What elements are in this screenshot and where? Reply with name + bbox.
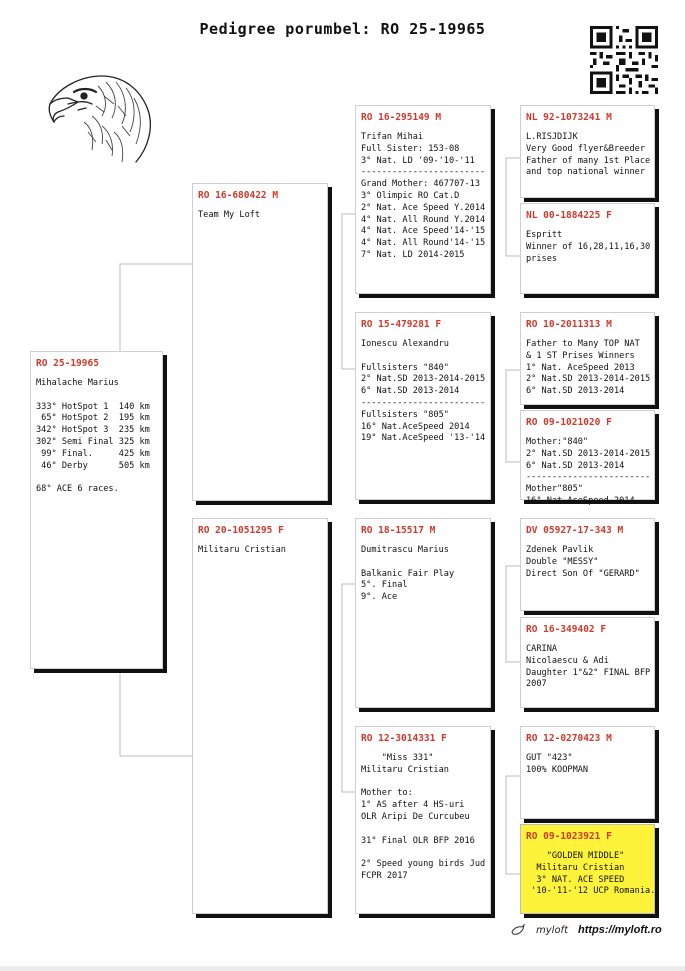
pigeon-details: Team My Loft	[198, 210, 261, 220]
myloft-logo-text: myloft	[536, 924, 568, 936]
ring-number: RO 16-349402 F	[526, 624, 607, 635]
pigeon-details: "GOLDEN MIDDLE" Militaru Cristian 3° NAT. ACE SPEED '10-'11-'12 UCP Romania.	[531, 851, 656, 897]
ring-number: RO 16-680422 M	[198, 190, 279, 201]
pigeon-card-sire	[192, 183, 328, 501]
pigeon-card-ggp-3	[520, 312, 655, 405]
ring-number: RO 12-0270423 M	[526, 733, 612, 744]
ring-number: RO 18-15517 M	[361, 525, 436, 536]
pigeon-card-ggp-7	[520, 726, 655, 819]
pigeon-details: Mihalache Marius 333° HotSpot 1 140 km 65° HotSpot 2 195 km 342° HotSpot 3 235 km 302° Semi Final 325 km 99° Final. 425 km 46° Derby 505 km 68° ACE 6 races.	[36, 378, 150, 495]
bottom-divider	[0, 966, 685, 971]
pigeon-details: GUT "423" 100% KOOPMAN	[526, 753, 589, 775]
pigeon-card-ggp-8	[520, 824, 655, 914]
pigeon-details: "Miss 331" Militaru Cristian Mother to: 1° AS after 4 HS-uri OLR Aripi De Curcubeu 31° Final OLR BFP 2016 2° Speed young birds Jud FCPR 2017	[361, 753, 486, 881]
pigeon-details: L.RISJDIJK Very Good flyer&Breeder Father of many 1st Place and top national winner	[526, 132, 651, 178]
pigeon-details: Militaru Cristian	[198, 545, 286, 555]
ring-number: RO 20-1051295 F	[198, 525, 284, 536]
pigeon-card-ggp-4	[520, 410, 655, 506]
pigeon-card-subject	[30, 351, 163, 669]
ring-number: RO 09-1023921 F	[526, 831, 612, 842]
ring-number: RO 25-19965	[36, 358, 99, 369]
ring-number: DV 05927-17-343 M	[526, 525, 624, 536]
ring-number: RO 15-479281 F	[361, 319, 442, 330]
ring-number: RO 10-2011313 M	[526, 319, 612, 330]
pigeon-card-ggp-6	[520, 617, 655, 708]
pigeon-card-ggp-2	[520, 203, 655, 294]
pigeon-card-dam-sire	[355, 518, 491, 708]
pigeon-card-dam-dam	[355, 726, 491, 914]
pigeon-card-sire-sire	[355, 105, 491, 294]
pigeon-details: Espritt Winner of 16,28,11,16,30 prises	[526, 230, 651, 264]
pigeon-details: CARINA Nicolaescu & Adi Daughter 1°&2° FINAL BFP 2007	[526, 644, 651, 690]
page-title: Pedigree porumbel: RO 25-19965	[199, 20, 486, 38]
ring-number: NL 00-1884225 F	[526, 210, 612, 221]
ring-number: RO 16-295149 M	[361, 112, 442, 123]
pigeon-card-ggp-1	[520, 105, 655, 198]
myloft-bird-icon	[510, 922, 526, 938]
pigeon-details: Trifan Mihai Full Sister: 153-08 3° Nat. LD '09-'10-'11 ------------------------ Grand Mother: 467707-13 3° Olimpic RO Cat.D 2° Nat. Ace Speed Y.2014 4° Nat. All Round Y.2014 4° Nat. Ace Speed'14-'15 4° Nat. All Round'14-'15 7° Nat. LD 2014-2015	[361, 132, 486, 260]
ring-number: RO 12-3014331 F	[361, 733, 447, 744]
pigeon-details: Dumitrascu Marius Balkanic Fair Play 5°. Final 9°. Ace	[361, 545, 455, 603]
ring-number: NL 92-1073241 M	[526, 112, 612, 123]
pigeon-card-ggp-5	[520, 518, 655, 611]
footer-url[interactable]: https://myloft.ro	[578, 924, 662, 936]
footer	[510, 920, 662, 940]
ring-number: RO 09-1021020 F	[526, 417, 612, 428]
pigeon-card-dam	[192, 518, 328, 914]
pigeon-card-sire-dam	[355, 312, 491, 500]
pigeon-details: Father to Many TOP NAT & 1 ST Prises Winners 1° Nat. AceSpeed 2013 2° Nat.SD 2013-2014-2015 6° Nat.SD 2013-2014	[526, 339, 651, 397]
pigeon-details: Zdenek Pavlik Double "MESSY" Direct Son Of "GERARD"	[526, 545, 640, 579]
pigeon-details: Mother:"840" 2° Nat.SD 2013-2014-2015 6° Nat.SD 2013-2014 ------------------------ Mother"805" 16° Nat.AceSpeed 2014	[526, 437, 651, 506]
pigeon-details: Ionescu Alexandru Fullsisters "840" 2° Nat.SD 2013-2014-2015 6° Nat.SD 2013-2014 ------------------------ Fullsisters "805" 16° Nat.AceSpeed 2014 19° Nat.AceSpeed '13-'14	[361, 339, 486, 444]
